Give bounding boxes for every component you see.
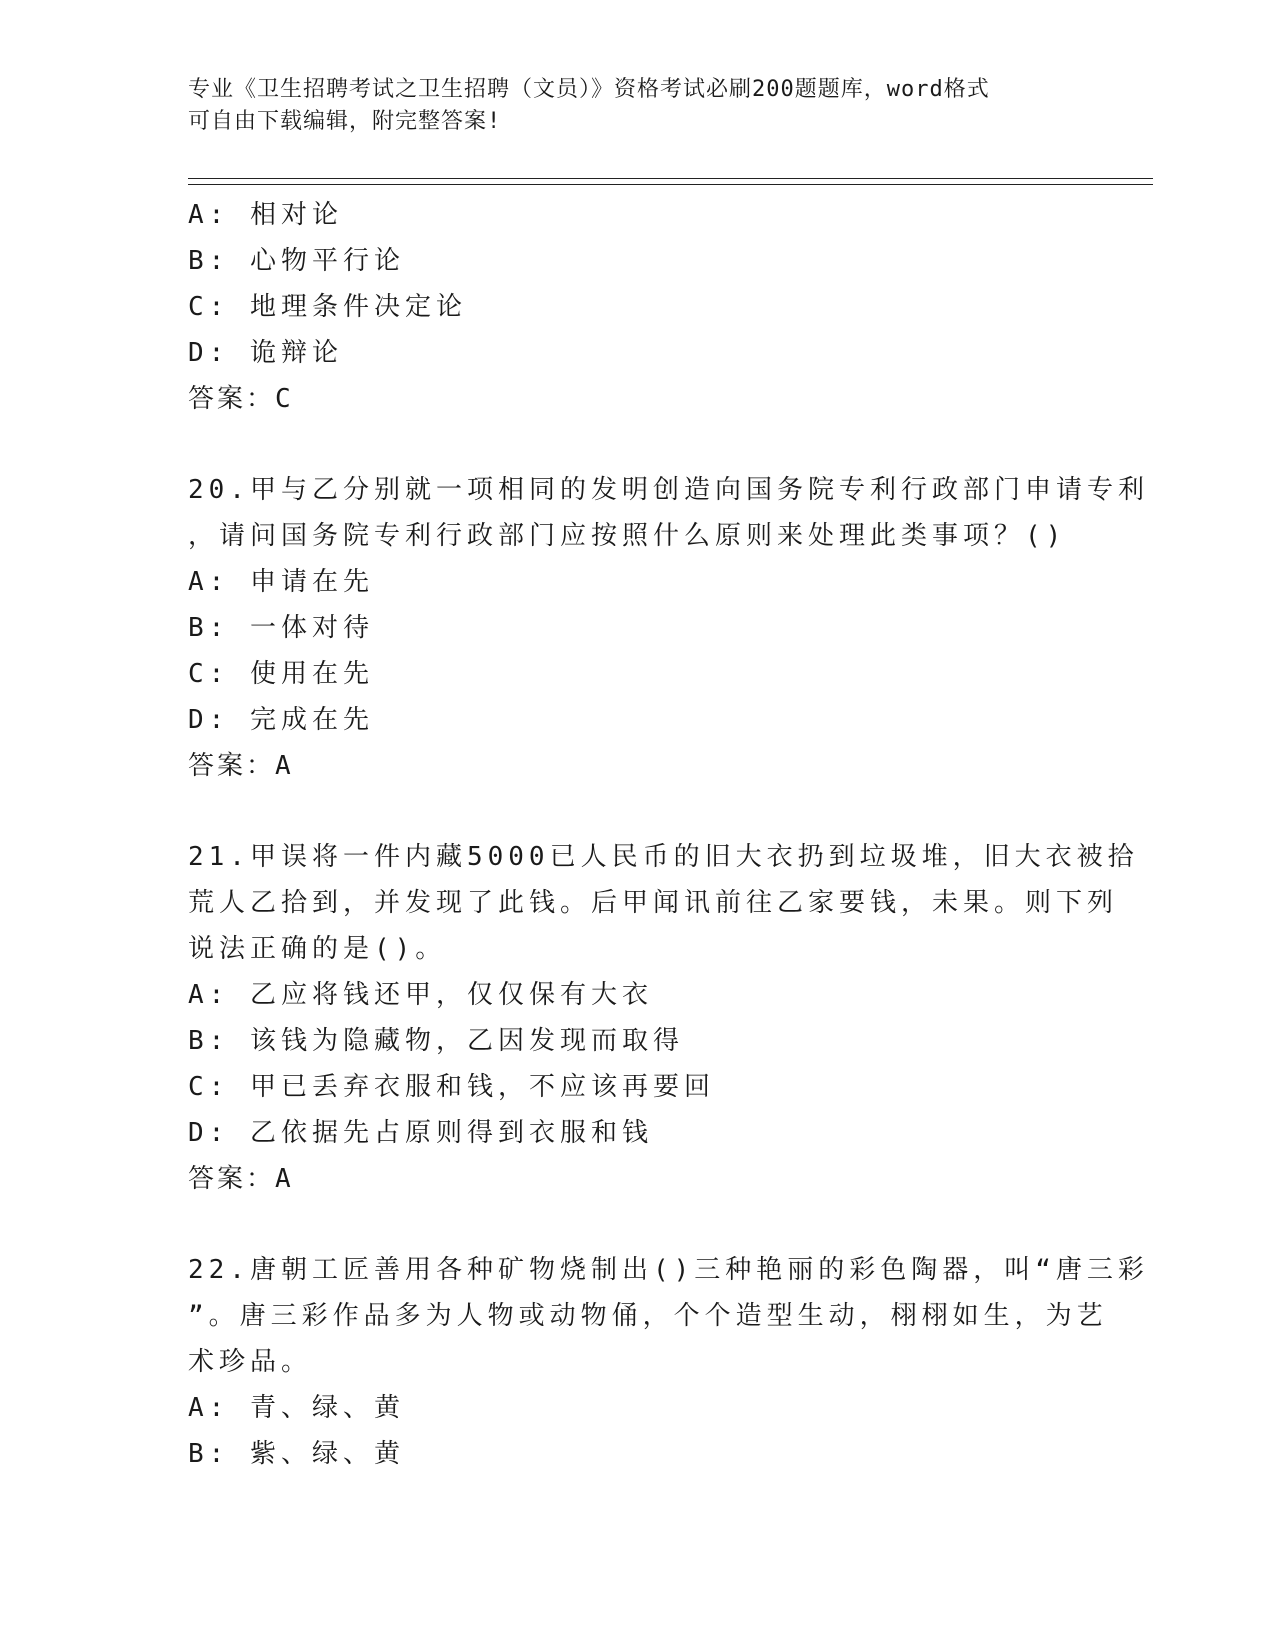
question-22	[188, 1247, 1149, 1477]
question-20	[188, 467, 1149, 789]
question-text-line: 说法正确的是()。	[188, 934, 447, 964]
header-divider-bottom	[188, 184, 1153, 185]
question-21	[188, 834, 1139, 1202]
option-c: C: 地理条件决定论	[188, 292, 467, 322]
option-b: B: 一体对待	[188, 613, 374, 643]
option-d: D: 完成在先	[188, 705, 374, 735]
question-text-line: 22.唐朝工匠善用各种矿物烧制出()三种艳丽的彩色陶器，叫“唐三彩	[188, 1255, 1149, 1285]
option-d: D: 诡辩论	[188, 338, 343, 368]
header-line-1: 专业《卫生招聘考试之卫生招聘（文员）》资格考试必刷200题题库，word格式	[188, 77, 990, 102]
option-a: A: 青、绿、黄	[188, 1393, 405, 1423]
prev-question	[188, 192, 1088, 422]
document-body	[188, 192, 1149, 1477]
option-b: B: 紫、绿、黄	[188, 1439, 405, 1469]
option-d: D: 乙依据先占原则得到衣服和钱	[188, 1118, 653, 1148]
option-b: B: 该钱为隐藏物，乙因发现而取得	[188, 1026, 684, 1056]
question-text-line: 20.甲与乙分别就一项相同的发明创造向国务院专利行政部门申请专利	[188, 475, 1149, 505]
answer: 答案：A	[188, 751, 294, 781]
option-a: A: 相对论	[188, 200, 343, 230]
header-divider-top	[188, 178, 1153, 179]
question-text-line: 术珍品。	[188, 1347, 313, 1377]
answer: 答案：A	[188, 1164, 294, 1194]
option-b: B: 心物平行论	[188, 246, 405, 276]
question-text-line: ”。唐三彩作品多为人物或动物俑，个个造型生动，栩栩如生，为艺	[188, 1301, 1108, 1331]
question-text-line: 荒人乙拾到，并发现了此钱。后甲闻讯前往乙家要钱，未果。则下列	[188, 888, 1119, 918]
option-a: A: 申请在先	[188, 567, 374, 597]
option-c: C: 甲已丢弃衣服和钱，不应该再要回	[188, 1072, 715, 1102]
page-header	[188, 74, 1068, 138]
option-a: A: 乙应将钱还甲，仅仅保有大衣	[188, 980, 653, 1010]
header-line-2: 可自由下载编辑，附完整答案!	[188, 109, 502, 134]
answer: 答案：C	[188, 384, 294, 414]
question-text-line: 21.甲误将一件内藏5000已人民币的旧大衣扔到垃圾堆，旧大衣被拾	[188, 842, 1139, 872]
option-c: C: 使用在先	[188, 659, 374, 689]
question-text-line: ，请问国务院专利行政部门应按照什么原则来处理此类事项？()	[188, 521, 1067, 551]
